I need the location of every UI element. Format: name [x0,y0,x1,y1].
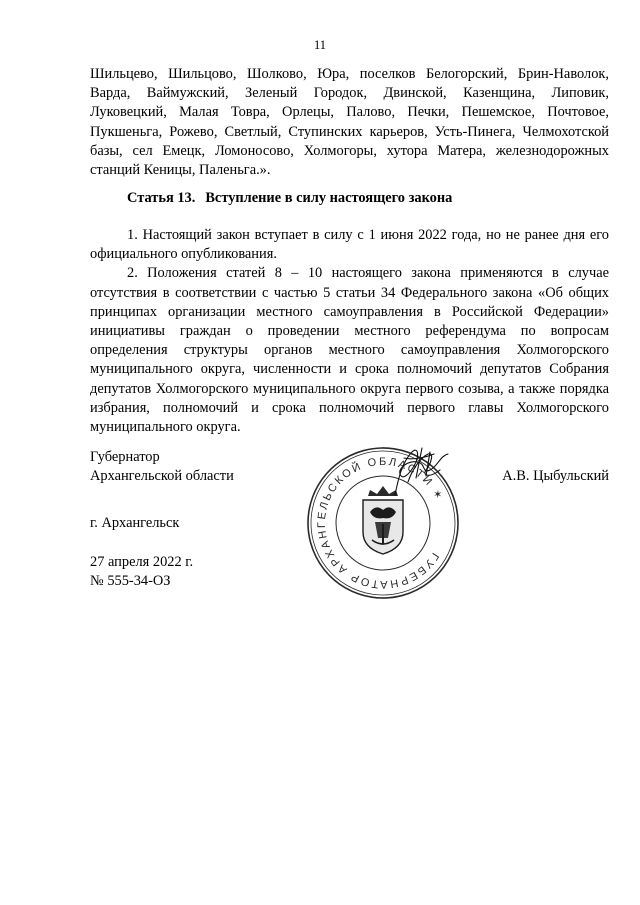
seal-ring-text: ГУБЕРНАТОР АРХАНГЕЛЬСКОЙ ОБЛАСТИ ✶ [315,455,446,591]
article-title: Вступление в силу настоящего закона [205,190,453,206]
date-and-number [90,553,193,591]
signatory-position-line2: Архангельской области [90,468,234,485]
signatory-name: А.В. Цыбульский [502,468,609,484]
intro-text: Шильцево, Шильцово, Шолково, Юра, поселков Белогорский, Брин-Наволок, Варда, Ваймужский, Зеленый Городок, Двинской, Казенщина, Липовик, Луковецкий, Малая Товра, Орлецы, Палово, Печки, Пешемское, Почтовое, Пукшеньга, Рожево, Светлый, Ступинских карьеров, Усть-Пинега, Челмохотской базы, сел Емецк, Ломоносово, Холмогоры, хутора Матера, железнодорожных станций Кеницы, Паленьга.». [90,66,609,179]
paragraph-1: 1. Настоящий закон вступает в силу с 1 июня 2022 года, но не ранее дня его официального опубликования. [90,227,609,263]
coat-of-arms-icon [363,486,403,554]
official-seal-image [300,440,466,606]
place-of-signing: г. Архангельск [90,515,180,531]
article-heading [127,190,452,207]
signing-date: 27 апреля 2022 г. [90,554,194,570]
article-body [90,226,609,437]
signatory-position [90,448,234,486]
article-number: Статья 13. [127,190,196,206]
intro-paragraph [90,65,609,180]
page-number: 11 [313,38,327,52]
signatory-position-line1: Губернатор [90,449,160,465]
paragraph-2: 2. Положения статей 8 – 10 настоящего закона применяются в случае отсутствия в соответствии с частью 5 статьи 34 Федерального закона «Об общих принципах организации местного самоуправления в Российской Федерации» инициативы граждан о проведении местного референдума по вопросам определения структуры органов местного самоуправления Холмогорского муниципального округа, численности и срока полномочий депутатов Собрания депутатов Холмогорского муниципального округа первого созыва, а также порядка избрания, полномочий и срока полномочий первого главы Холмогорского муниципального округа. [90,265,609,436]
law-number: № 555-34-ОЗ [90,573,171,590]
